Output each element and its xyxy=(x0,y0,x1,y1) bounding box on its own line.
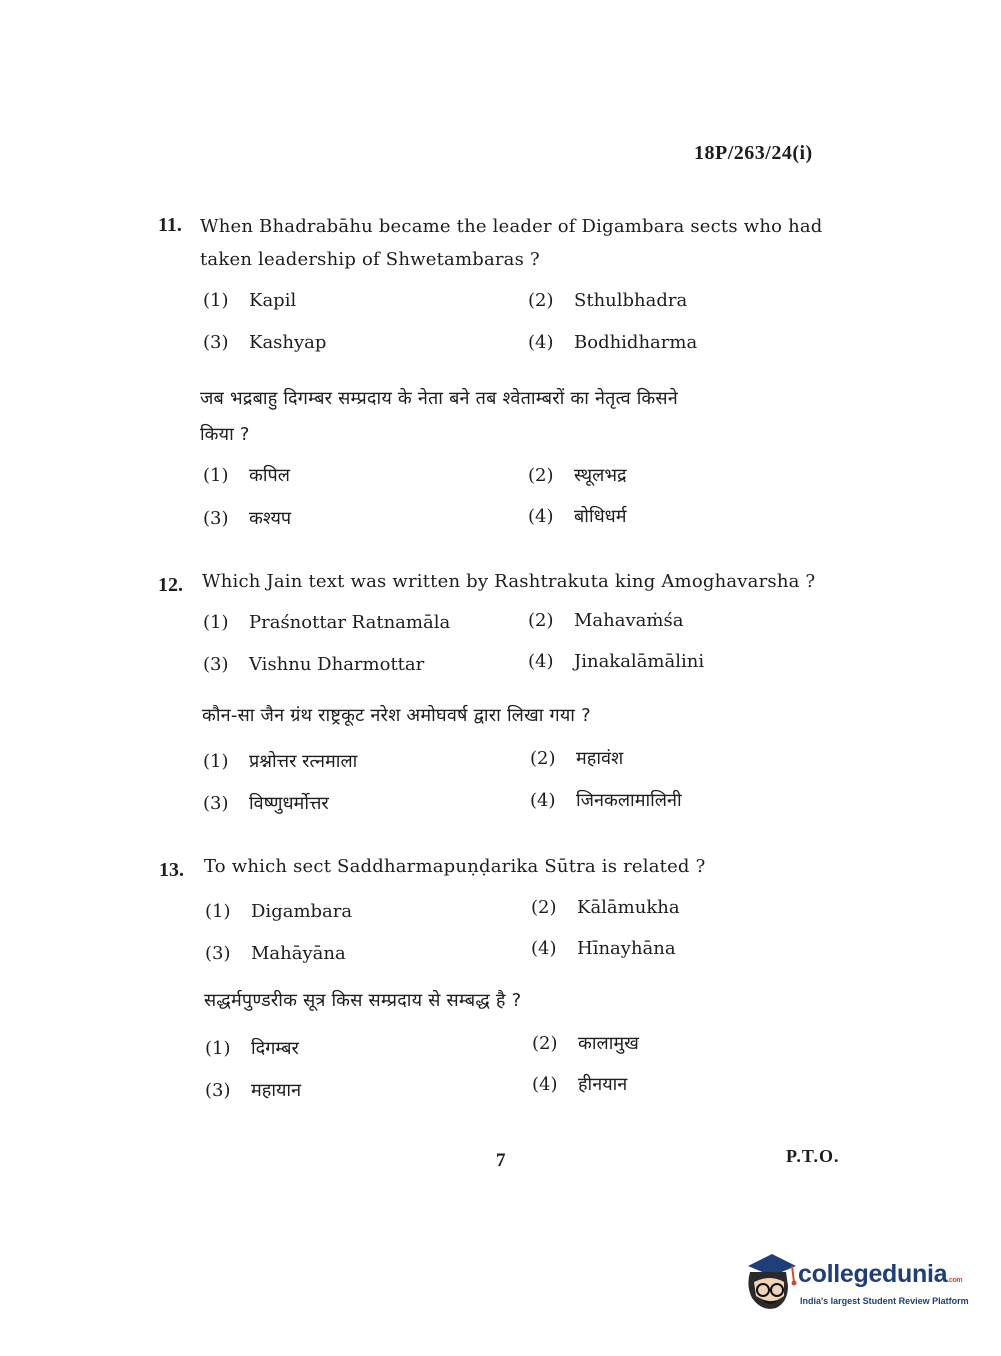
option: (3) Mahāyāna xyxy=(205,943,346,964)
option: (1) Praśnottar Ratnamāla xyxy=(203,612,451,633)
question-text-en: To which sect Saddharmapuṇḍarika Sūtra is related ? xyxy=(204,856,706,877)
option: (4) Hīnayhāna xyxy=(531,938,676,959)
question-text-hi: जब भद्रबाहु दिगम्बर सम्प्रदाय के नेता बने तब श्वेताम्बरों का नेतृत्व किसने किया ? xyxy=(200,388,678,445)
option: (2) महावंश xyxy=(530,748,624,769)
option: (4) बोधिधर्म xyxy=(528,506,627,527)
option: (1) Kapil xyxy=(203,290,297,311)
option: (1) प्रश्नोत्तर रत्नमाला xyxy=(203,751,358,772)
option: (3) कश्यप xyxy=(203,508,292,529)
option: (2) कालामुख xyxy=(532,1033,639,1054)
option: (1) Digambara xyxy=(205,901,353,922)
question-text-en: When Bhadrabāhu became the leader of Digambara sects who had taken leadership of Shwetambaras ? xyxy=(200,216,823,270)
option: (3) Vishnu Dharmottar xyxy=(203,654,425,675)
option: (2) Kālāmukha xyxy=(531,897,680,918)
question-text-en: Which Jain text was written by Rashtrakuta king Amoghavarsha ? xyxy=(202,571,816,592)
page-number: 7 xyxy=(496,1150,506,1171)
option: (3) Kashyap xyxy=(203,332,327,353)
option: (3) महायान xyxy=(205,1080,302,1101)
pto-label: P.T.O. xyxy=(786,1146,840,1166)
question-text-hi: सद्धर्मपुण्डरीक सूत्र किस सम्प्रदाय से सम्बद्ध है ? xyxy=(204,990,522,1011)
option: (2) Mahavaṁśa xyxy=(528,610,684,631)
question-number: 12. xyxy=(158,574,183,596)
paper-code: 18P/263/24(i) xyxy=(694,142,813,164)
brand-tagline: India's largest Student Review Platform xyxy=(800,1296,969,1306)
collegedunia-logo xyxy=(742,1252,972,1316)
student-mascot-icon xyxy=(742,1252,798,1314)
option: (1) दिगम्बर xyxy=(205,1038,299,1059)
option: (2) स्थूलभद्र xyxy=(528,465,627,486)
option: (2) Sthulbhadra xyxy=(528,290,688,311)
question-text-hi: कौन-सा जैन ग्रंथ राष्ट्रकूट नरेश अमोघवर्ष द्वारा लिखा गया ? xyxy=(202,705,591,726)
option: (4) Jinakalāmālini xyxy=(528,651,705,672)
question-number: 11. xyxy=(158,214,182,236)
option: (4) हीनयान xyxy=(532,1074,628,1095)
option: (3) विष्णुधर्मोत्तर xyxy=(203,793,329,814)
option: (4) जिनकलामालिनी xyxy=(530,790,682,811)
brand-name: collegedunia.com xyxy=(798,1260,963,1288)
option: (1) कपिल xyxy=(203,465,290,486)
option: (4) Bodhidharma xyxy=(528,332,698,353)
question-number: 13. xyxy=(159,859,184,881)
